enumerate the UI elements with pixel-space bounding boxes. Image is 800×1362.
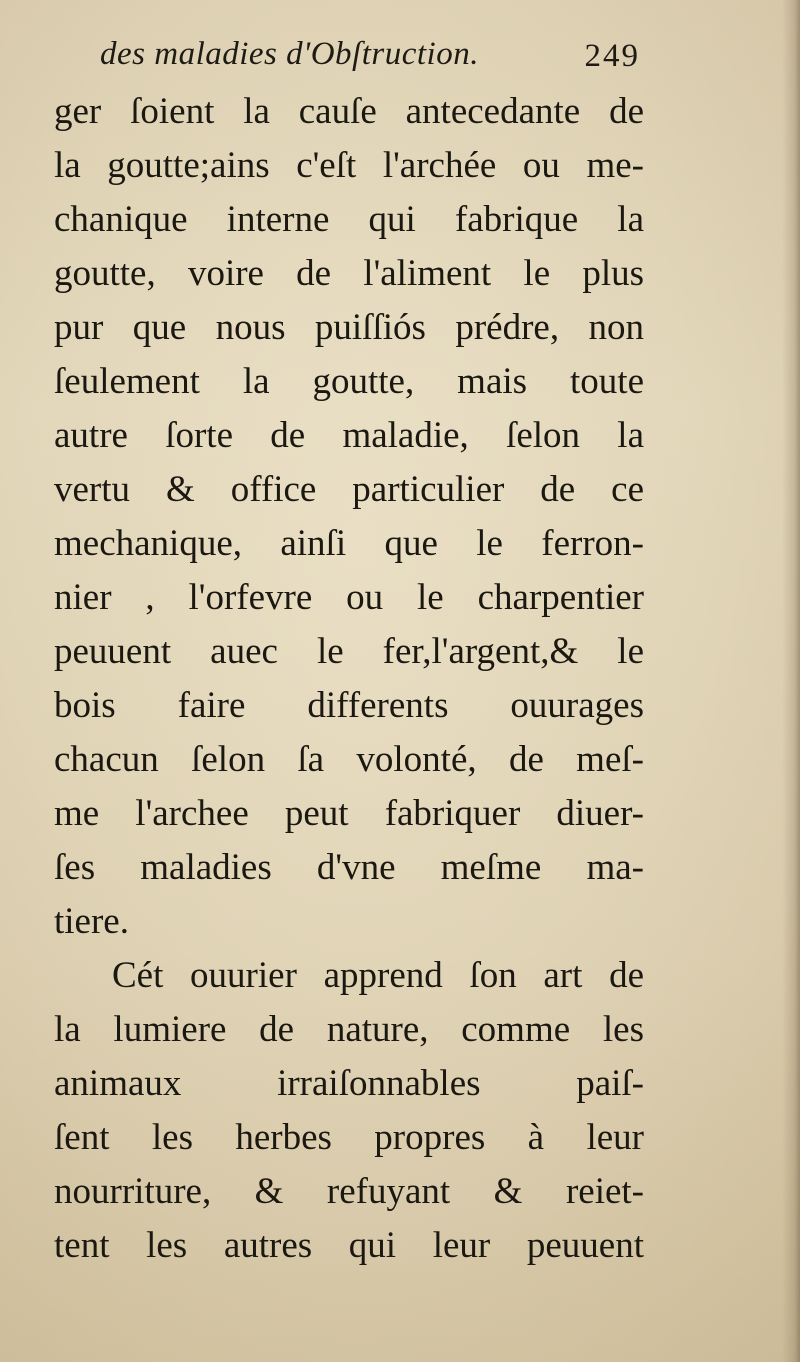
page-edge-shadow <box>782 0 800 1362</box>
text-line: me l'archee peut fabriquer diuer- <box>54 793 644 834</box>
text-line: autre ſorte de maladie, ſelon la <box>54 415 644 456</box>
text-line: bois faire differents ouurages <box>54 685 644 726</box>
text-line: vertu & office particulier de ce <box>54 469 644 510</box>
text-line: ſent les herbes propres à leur <box>54 1117 644 1158</box>
text-line: chanique interne qui fabrique la <box>54 199 644 240</box>
text-line: ſes maladies d'vne meſme ma- <box>54 847 644 888</box>
text-line: tent les autres qui leur peuuent <box>54 1225 644 1266</box>
text-line: nier , l'orfevre ou le charpentier <box>54 577 644 618</box>
text-line: goutte, voire de l'aliment le plus <box>54 253 644 294</box>
text-line: Cét ouurier apprend ſon art de <box>112 955 644 996</box>
paragraph-1 <box>54 85 644 949</box>
text-line: ſeulement la goutte, mais toute <box>54 361 644 402</box>
body-text <box>54 85 644 1273</box>
text-line: mechanique, ainſi que le ferron- <box>54 523 644 564</box>
text-line: ger ſoient la cauſe antecedante de <box>54 91 644 132</box>
text-line: peuuent auec le fer,l'argent,& le <box>54 631 644 672</box>
text-line: la lumiere de nature, comme les <box>54 1009 644 1050</box>
text-line: tiere. <box>54 901 129 942</box>
text-line: animaux irraiſonnables paiſ- <box>54 1063 644 1104</box>
running-head <box>100 36 640 86</box>
page-number: 249 <box>584 38 640 74</box>
text-line: pur que nous puiſſiós prédre, non <box>54 307 644 348</box>
text-line: la goutte;ains c'eſt l'archée ou me- <box>54 145 644 186</box>
paragraph-2 <box>54 949 644 1273</box>
running-title: des maladies d'Obſtruction. <box>100 36 479 72</box>
text-line: chacun ſelon ſa volonté, de meſ- <box>54 739 644 780</box>
text-line: nourriture, & refuyant & reiet- <box>54 1171 644 1212</box>
